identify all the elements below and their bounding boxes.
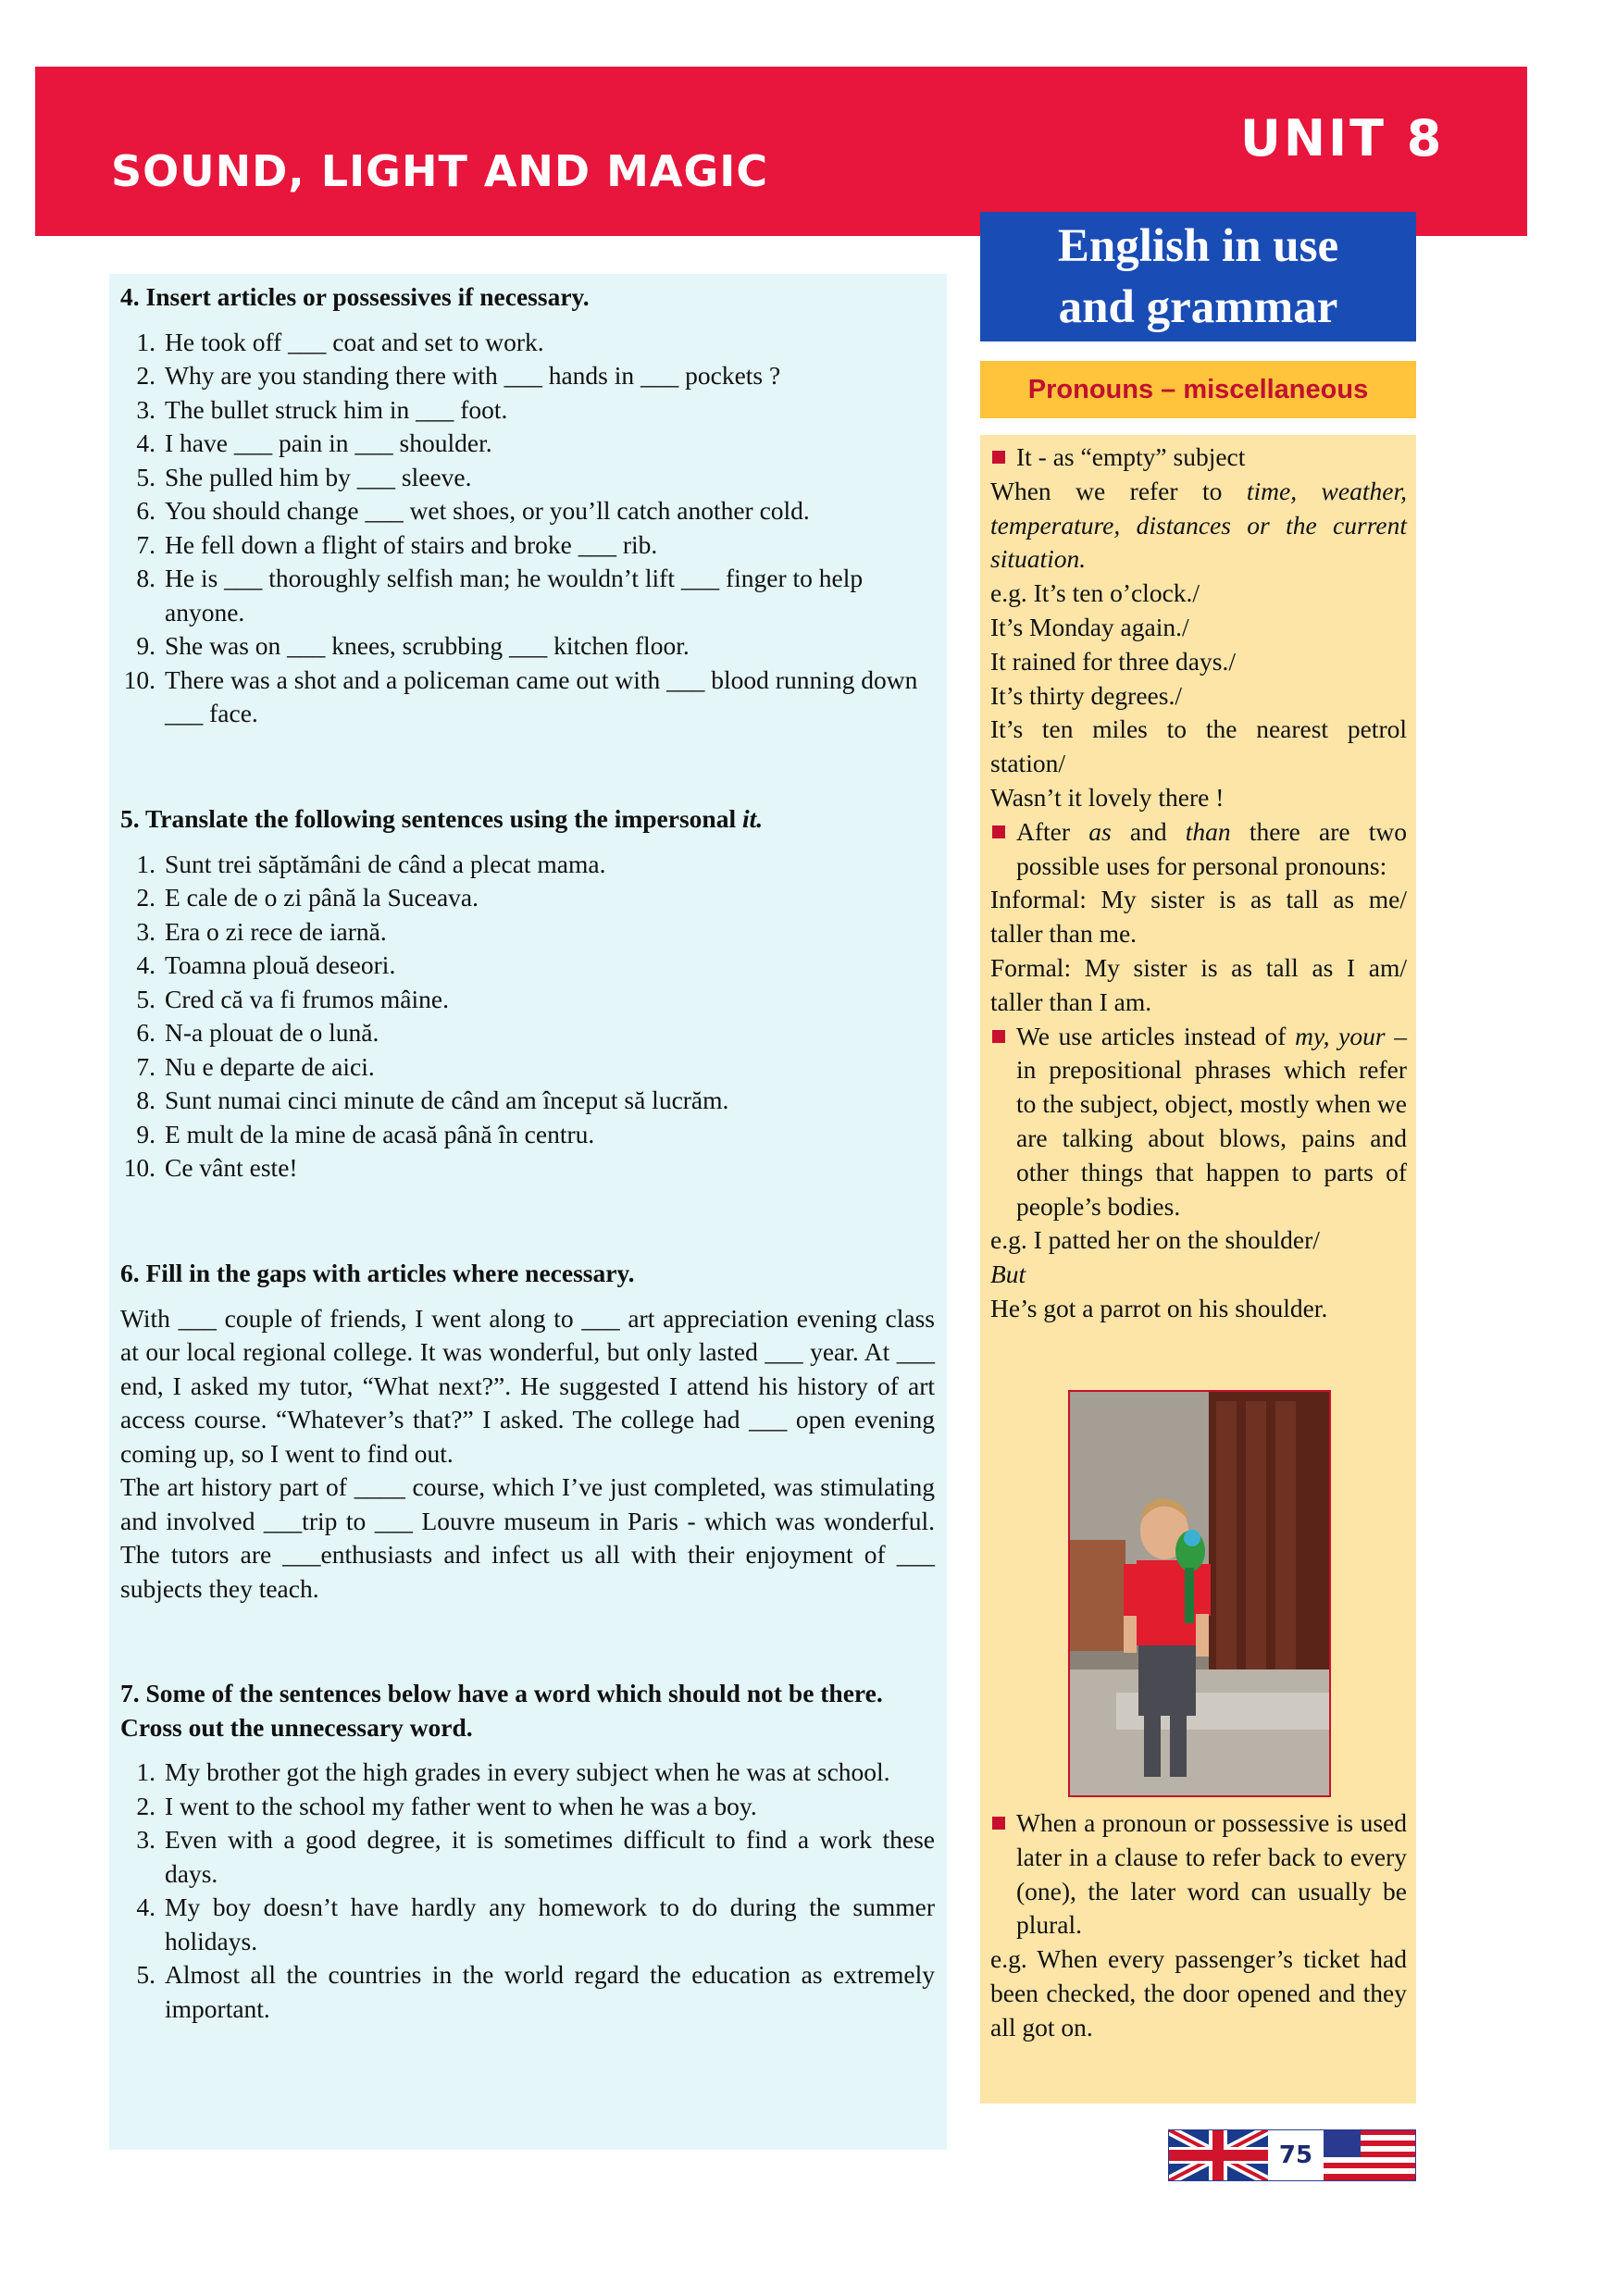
item-number: 1. <box>136 327 155 356</box>
item-text: She pulled him by ___ sleeve. <box>165 462 472 491</box>
square-bullet-icon <box>992 825 1005 838</box>
us-flag-icon <box>1324 2129 1416 2181</box>
list-item <box>120 881 935 915</box>
uk-flag-icon <box>1168 2129 1268 2181</box>
item-text: Sunt numai cinci minute de când am început să lucrăm. <box>165 1086 729 1114</box>
list-item <box>120 848 935 882</box>
item-number: 4. <box>136 950 155 979</box>
list-item <box>120 983 935 1017</box>
item-number: 3. <box>136 394 155 424</box>
item-number: 9. <box>136 1119 155 1148</box>
item-text: Toamna plouă deseori. <box>165 950 396 979</box>
item-text: I have ___ pain in ___ shoulder. <box>165 428 492 457</box>
note-example: Informal: My sister is as tall as me/ taller than me. <box>990 885 1407 949</box>
grammar-notes-bottom <box>990 1806 1407 2045</box>
item-number: 5. <box>136 984 155 1013</box>
list-item <box>120 494 935 528</box>
exercise-list <box>120 326 935 731</box>
exercise-4 <box>120 280 935 731</box>
item-number: 7. <box>136 1051 155 1081</box>
note-bullet: We use articles instead of my, your – in prepositional phrases which refer to the subject, object, mostly when we are talking about blows, pains and other things that happen to parts of people’s bodies. <box>990 1020 1407 1224</box>
note-example: But <box>990 1260 1026 1289</box>
item-text: Sunt trei săptămâni de când a plecat mama. <box>165 849 606 878</box>
item-number: 4. <box>136 428 155 457</box>
list-item <box>120 1151 935 1185</box>
item-text: I went to the school my father went to when he was a boy. <box>165 1791 757 1820</box>
item-text: There was a shot and a policeman came out with ___ blood running down ___ face. <box>165 664 918 727</box>
note-example: e.g. It’s ten o’clock./ <box>990 578 1200 608</box>
item-text: Even with a good degree, it is sometimes difficult to find a work these days. <box>165 1825 935 1888</box>
item-number: 1. <box>136 1757 155 1786</box>
grammar-notes-top <box>990 441 1407 1326</box>
list-item <box>120 1823 935 1891</box>
item-text: N-a plouat de o lună. <box>165 1018 379 1047</box>
item-text: He took off ___ coat and set to work. <box>165 327 544 356</box>
boy-with-parrot-photo <box>1068 1390 1331 1797</box>
list-item <box>120 949 935 983</box>
exercise-heading: 5. Translate the following sentences using the impersonal it. <box>120 804 764 833</box>
exercise-5 <box>120 802 935 1185</box>
item-text: Ce vânt este! <box>165 1153 298 1182</box>
item-text: The bullet struck him in ___ foot. <box>165 394 508 424</box>
note-example: He’s got a parrot on his shoulder. <box>990 1293 1328 1322</box>
note-example: It rained for three days./ <box>990 646 1236 676</box>
page-footer <box>1168 2129 1416 2181</box>
list-item <box>120 427 935 461</box>
note-text: When we refer to time, weather, temperature, distances or the current situation. <box>990 476 1407 574</box>
item-number: 2. <box>136 883 155 912</box>
item-text: She was on ___ knees, scrubbing ___ kitchen floor. <box>165 631 690 660</box>
exercise-heading: 6. Fill in the gaps with articles where necessary. <box>120 1259 635 1287</box>
exercise-7 <box>120 1677 935 2026</box>
unit-label: UNIT 8 <box>1240 109 1445 168</box>
exercise-list <box>120 848 935 1185</box>
note-bullet: After as and than there are two possible uses for personal pronouns: <box>990 815 1407 884</box>
item-text: Cred că va fi frumos mâine. <box>165 984 449 1013</box>
item-number: 3. <box>136 1825 155 1854</box>
list-item <box>120 915 935 949</box>
item-text: You should change ___ wet shoes, or you’ll catch another cold. <box>165 496 810 525</box>
item-text: My brother got the high grades in every subject when he was at school. <box>165 1757 890 1786</box>
exercise-list <box>120 1756 935 2026</box>
note-example: e.g. When every passenger’s ticket had been checked, the door opened and they all got on. <box>990 1944 1407 2042</box>
item-number: 8. <box>136 564 155 592</box>
list-item <box>120 1016 935 1050</box>
item-number: 5. <box>136 1960 155 1989</box>
list-item <box>120 1891 935 1958</box>
chapter-title: SOUND, LIGHT AND MAGIC <box>111 146 769 196</box>
list-item <box>120 1756 935 1790</box>
note-example: e.g. I patted her on the shoulder/ <box>990 1225 1320 1255</box>
item-number: 6. <box>136 1018 155 1047</box>
exercise-heading: 4. Insert articles or possessives if necessary. <box>120 282 590 311</box>
note-example: It’s Monday again./ <box>990 612 1189 641</box>
item-text: My boy doesn’t have hardly any homework to do during the summer holidays. <box>165 1893 935 1955</box>
item-text: He fell down a flight of stairs and broke ___ rib. <box>165 529 658 559</box>
exercise-heading: 7. Some of the sentences below have a word which should not be there. Cross out the unnecessary word. <box>120 1679 883 1742</box>
item-text: He is ___ thoroughly selfish man; he wouldn’t lift ___ finger to help anyone. <box>165 564 864 627</box>
item-number: 6. <box>136 496 155 525</box>
item-number: 2. <box>136 1791 155 1820</box>
english-in-use-box: English in use and grammar <box>980 212 1416 341</box>
note-example: It’s ten miles to the nearest petrol station/ <box>990 714 1407 778</box>
list-item <box>120 326 935 360</box>
list-item <box>120 528 935 563</box>
list-item <box>120 1084 935 1118</box>
item-number: 1. <box>136 849 155 878</box>
list-item <box>120 664 935 731</box>
square-bullet-icon <box>992 1030 1005 1043</box>
item-number: 3. <box>136 916 155 946</box>
exercise-6 <box>120 1257 935 1606</box>
item-text: E cale de o zi până la Suceava. <box>165 883 479 912</box>
list-item <box>120 562 935 629</box>
item-text: E mult de la mine de acasă până în centru. <box>165 1119 595 1148</box>
list-item <box>120 1050 935 1085</box>
item-text: Era o zi rece de iarnă. <box>165 916 387 946</box>
photo-illustration <box>1070 1392 1329 1795</box>
item-number: 7. <box>136 529 155 559</box>
item-text: Almost all the countries in the world regard the education as extremely important. <box>165 1960 935 2023</box>
list-item <box>120 359 935 393</box>
note-example: Wasn’t it lovely there ! <box>990 782 1225 812</box>
list-item <box>120 461 935 495</box>
item-number: 5. <box>136 462 155 491</box>
square-bullet-icon <box>992 1817 1005 1830</box>
list-item <box>120 1958 935 2026</box>
item-number: 8. <box>136 1086 155 1114</box>
pronouns-heading: Pronouns – miscellaneous <box>980 361 1416 418</box>
list-item <box>120 629 935 664</box>
note-example: Formal: My sister is as tall as I am/ taller than I am. <box>990 952 1407 1016</box>
item-number: 10. <box>123 1153 155 1182</box>
item-text: Why are you standing there with ___ hands in ___ pockets ? <box>165 361 781 390</box>
item-number: 4. <box>136 1893 155 1921</box>
list-item <box>120 1790 935 1824</box>
item-number: 9. <box>136 631 155 660</box>
note-example: It’s thirty degrees./ <box>990 680 1182 710</box>
exercise-paragraph: With ___ couple of friends, I went along to ___ art appreciation evening class at our local regional college. It was wonderful, but only lasted ___ year. At ___ end, I asked my tutor, “What next?”. He suggested I attend his history of art access course. “Whatever’s that?” I asked. The college had ___ open evening coming up, so I went to find out. <box>120 1303 935 1468</box>
exercise-paragraph: The art history part of ____ course, which I’ve just completed, was stimulating and involved ___trip to ___ Louvre museum in Paris - which was wonderful. The tutors are ___enthusiasts and infect us all with their enjoyment of ___ subjects they teach. <box>120 1472 935 1603</box>
note-bullet: It - as “empty” subject <box>990 441 1407 475</box>
list-item <box>120 1118 935 1152</box>
item-number: 10. <box>123 664 155 694</box>
item-text: Nu e departe de aici. <box>165 1051 375 1081</box>
page-number: 75 <box>1278 2141 1313 2169</box>
item-number: 2. <box>136 361 155 390</box>
note-bullet: When a pronoun or possessive is used later in a clause to refer back to every (one), the later word can usually be plural. <box>990 1806 1407 1942</box>
list-item <box>120 393 935 428</box>
square-bullet-icon <box>992 451 1005 464</box>
